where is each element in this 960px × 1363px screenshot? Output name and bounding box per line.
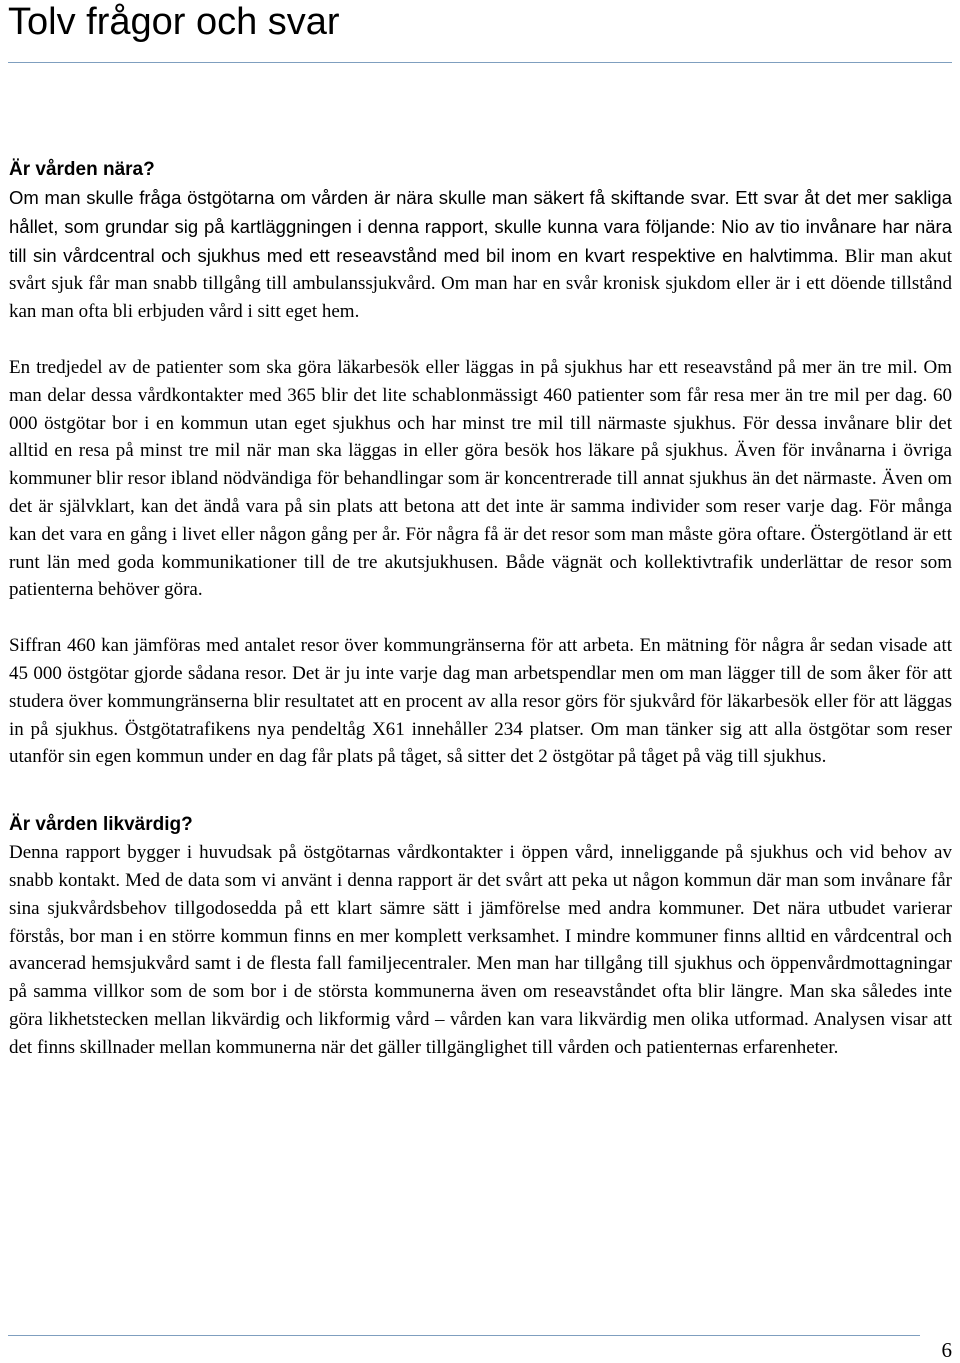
intro-lead-text: Om man skulle fråga östgötarna om vården är nära skulle man säkert få skiftande svar. Ett svar åt det mer sakliga hållet, som grundar sig på kartläggningen i denna rapport, skulle kunna vara följande: Nio av tio invånare har nära till sin vårdcentral och sjukhus med ett reseavstånd med bil inom en kvart respektive en halvtimma. [9,187,952,266]
page-title: Tolv frågor och svar [8,1,340,43]
paragraph-gap [9,604,952,632]
section-gap [9,771,952,811]
document-body [9,156,952,1062]
title-divider [8,62,952,63]
intro-continuation-text: Blir man akut svårt sjuk får man snabb tillgång till ambulanssjukvård. Om man har en svår kronisk sjukdom eller är i ett döende tillstånd kan man ofta bli erbjuden vård i sitt eget hem. [9,245,952,323]
section-heading-equality: Är vården likvärdig? [9,814,193,836]
section-heading-nearness: Är vården nära? [9,159,155,180]
paragraph-equality: Denna rapport bygger i huvudsak på östgötarnas vårdkontakter i öppen vård, inneliggande på sjukhus och vid behov av snabb kontakt. Med de data som vi använt i denna rapport är det svårt att peka ut någon kommun där man som invånare får sina sjukvårdsbehov tillgodosedda på ett klart sämre sätt i jämförelse med andra kommuner. Det nära utbudet varierar förstås, bor man i en större kommun finns en mer komplett verksamhet. I mindre kommuner finns alltid en vårdcentral och avancerad hemsjukvård samt i de flesta fall familjecentraler. Men man har tillgång till sjukhus och öppenvårdmottagningar på samma villkor som de som bor i de största kommunerna även om reseavståndet ofta blir längre. Man ska således inte göra likhetstecken mellan likvärdig och likformig vård – vården kan vara likvärdig men olika utformad. Analysen visar att det finns skillnader mellan kommunerna när det gäller tillgänglighet till vården och patienternas erfarenheter. [9,842,952,1058]
paragraph-gap [9,326,952,354]
paragraph-travel-distance: En tredjedel av de patienter som ska göra läkarbesök eller läggas in på sjukhus har ett reseavstånd på mer än tre mil. Om man delar dessa vårdkontakter med 365 blir det lite schablonmässigt 460 patienter som får resa mer än tre mil per dag. 60 000 östgötar bor i en kommun utan eget sjukhus och har minst tre mil till närmaste sjukhus. För dessa invånare blir det alltid en resa på minst tre mil när man ska läggas in eller göra besök hos läkare på sjukhus. Även för invånarna i övriga kommuner blir resor ibland nödvändiga för behandlingar som är koncentrerade till annat sjukhus än det närmaste. Även om det är självklart, kan det ändå vara på sin plats att betona att det inte är samma individer som reser varje dag. För många kan det vara en gång i livet eller någon gång per år. För några få är det resor som man måste göra oftare. Östergötland är ett runt län med goda kommunikationer till de tre akutsjukhusen. Både vägnät och kollektivtrafik underlättar de resor som patienterna behöver göra. [9,356,952,601]
paragraph-commuting: Siffran 460 kan jämföras med antalet resor över kommungränserna för att arbeta. En mätning för några år sedan visade att 45 000 östgötar gjorde sådana resor. Det är ju inte varje dag man arbetspendlar men om man lägger till de som åker för att studera över kommungränserna blir resultatet att en procent av alla resor görs för sjukvård för läkarbesök eller för att läggas in på sjukhus. Östgötatrafikens nya pendeltåg X61 innehåller 234 platser. Om man tänker sig att alla östgötar som reser utanför sin egen kommun under en dag får plats på tåget, så sitter det 2 östgötar på tåget på väg till sjukhus. [9,635,952,768]
page-number: 6 [941,1338,952,1362]
footer-divider [8,1335,920,1336]
paragraph-nearness-intro [9,184,952,326]
